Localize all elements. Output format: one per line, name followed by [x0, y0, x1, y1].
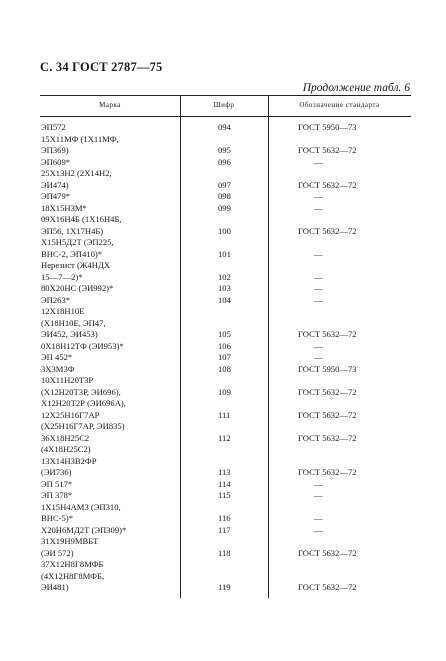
table-row [40, 295, 411, 307]
row-code-cell: 119 [218, 582, 231, 592]
row-mark-cell: ЭП56, 1Х17Н4Б) [41, 225, 104, 236]
row-mark-cell: (Х12Н20Т3Р, ЭИ696), [41, 386, 121, 397]
row-code-cell: 114 [218, 478, 231, 489]
table-row [40, 329, 411, 341]
row-code-cell: 106 [218, 340, 231, 351]
row-code-cell: 101 [218, 248, 231, 259]
row-mark-cell: ЭП263* [41, 294, 71, 305]
table-body [40, 122, 411, 594]
row-mark-cell: (4Х18Н25С2) [41, 444, 91, 454]
row-standard-cell: ГОСТ 5632—72 [298, 225, 357, 236]
row-mark-cell: ЭП609* [41, 156, 71, 167]
row-mark-cell: 25Х13Н2 (2Х14Н2, [41, 168, 112, 178]
row-mark-cell: 15Х11МФ (1Х11МФ, [41, 133, 119, 144]
row-mark-cell: 3Х3М3Ф [41, 363, 75, 374]
table-row [40, 525, 411, 537]
table-row [40, 410, 411, 422]
row-mark-cell: 15—7—2)* [41, 271, 83, 282]
row-mark-cell: 09Х16Н4Б (1Х16Н4Б, [41, 214, 122, 224]
table-top-rule [40, 95, 411, 96]
column-header-standard: Обозначение стандарта [299, 101, 380, 109]
table-row [40, 375, 411, 387]
row-standard-cell: — [314, 271, 323, 282]
row-code-cell: 102 [218, 271, 231, 282]
row-code-cell: 118 [218, 547, 231, 558]
row-standard-cell: ГОСТ 5632—72 [298, 432, 357, 443]
row-mark-cell: ЭИ452, ЭИ453) [41, 329, 98, 339]
table-row [40, 421, 411, 433]
row-code-cell: 095 [218, 145, 231, 155]
table-row [40, 479, 411, 491]
table-row [40, 134, 411, 146]
row-standard-cell: — [314, 156, 323, 167]
table-row [40, 387, 411, 399]
table-row [40, 548, 411, 560]
row-mark-cell: ЭП 452* [41, 352, 73, 362]
table-header-rule [40, 116, 411, 117]
table-row [40, 490, 411, 502]
table-row [40, 122, 411, 134]
table-row [40, 283, 411, 295]
row-code-cell: 113 [218, 467, 231, 477]
row-mark-cell: 37Х12Н8Г8МФБ [41, 559, 104, 569]
row-mark-cell: (ЭИ736) [41, 467, 72, 477]
row-code-cell: 105 [218, 329, 231, 339]
table-row [40, 180, 411, 192]
row-mark-cell: ЭП 517* [41, 478, 73, 489]
row-code-cell: 104 [218, 294, 231, 305]
row-standard-cell: ГОСТ 5632—72 [298, 547, 357, 558]
row-mark-cell: ЭП 378* [41, 490, 73, 500]
row-standard-cell: ГОСТ 5632—72 [298, 329, 357, 339]
row-mark-cell: ЭП479* [41, 191, 71, 201]
row-code-cell: 098 [218, 191, 231, 201]
row-mark-cell: 10Х11Н20Т3Р [41, 375, 94, 385]
row-standard-cell: ГОСТ 5632—72 [298, 582, 357, 592]
row-code-cell: 111 [218, 409, 231, 420]
table-row [40, 249, 411, 261]
table-row [40, 191, 411, 203]
table-row [40, 341, 411, 353]
row-mark-cell: Х12Н20Т2Р (ЭИ696А), [41, 398, 126, 408]
row-mark-cell: ЭП572 [41, 122, 66, 132]
row-code-cell: 107 [218, 352, 231, 362]
table-row [40, 318, 411, 330]
table-row [40, 536, 411, 548]
table-row [40, 364, 411, 376]
row-code-cell: 100 [218, 225, 231, 236]
row-mark-cell: (Х25Н16Г7АР, ЭИ835) [41, 421, 125, 431]
table-row [40, 559, 411, 571]
table-row [40, 272, 411, 284]
row-mark-cell: 12Х25Н16Г7АР [41, 409, 100, 420]
row-standard-cell: ГОСТ 5950—73 [298, 122, 357, 132]
table-row [40, 260, 411, 272]
row-standard-cell: — [314, 283, 323, 293]
column-header-code: Шифр [213, 101, 235, 109]
row-mark-cell: 13Х14Н3В2ФР [41, 455, 97, 466]
table-row [40, 145, 411, 157]
row-mark-cell: 0Х18Н12ТФ (ЭИ953)* [41, 340, 124, 351]
row-standard-cell: — [314, 191, 323, 201]
row-standard-cell: — [314, 202, 323, 213]
page-header: С. 34 ГОСТ 2787—75 [40, 60, 163, 74]
row-mark-cell: (4Х12Н8Г8МФБ, [41, 570, 105, 581]
table-row [40, 582, 411, 594]
row-mark-cell: Х15Н5Д2Т (ЭП225, [41, 237, 114, 247]
row-mark-cell: 12Х18Н10Е [41, 306, 85, 316]
row-mark-cell: ВНС-5)* [41, 513, 73, 523]
row-standard-cell: — [314, 248, 323, 259]
row-mark-cell: 31Х19Н9МВБТ [41, 536, 99, 546]
row-mark-cell: ЭИ481) [41, 582, 69, 592]
row-mark-cell: 36Х18Н25С2 [41, 432, 90, 443]
row-standard-cell: ГОСТ 5632—72 [298, 386, 357, 397]
row-code-cell: 109 [218, 386, 231, 397]
table-row [40, 502, 411, 514]
row-standard-cell: — [314, 352, 323, 362]
row-standard-cell: — [314, 340, 323, 351]
row-mark-cell: ЭИ474) [41, 179, 69, 190]
row-mark-cell: Нерезист (Ж4НДХ [41, 260, 111, 270]
row-mark-cell: 18Х15Н3М* [41, 202, 87, 213]
row-standard-cell: — [314, 294, 323, 305]
row-mark-cell: (ЭИ 572) [41, 547, 74, 558]
row-standard-cell: — [314, 478, 323, 489]
row-code-cell: 112 [218, 432, 231, 443]
row-mark-cell: 80Х20НС (ЭИ992)* [41, 283, 114, 293]
row-mark-cell: Х20Н6МД2Т (ЭП309)* [41, 524, 127, 535]
row-mark-cell: (Х18Н10Е, ЭП47, [41, 317, 106, 328]
row-code-cell: 116 [218, 513, 231, 523]
row-code-cell: 097 [218, 179, 231, 190]
table-row [40, 237, 411, 249]
table-row [40, 571, 411, 583]
row-mark-cell: ЭП369) [41, 145, 69, 155]
table-row [40, 444, 411, 456]
table-row [40, 513, 411, 525]
table-row [40, 157, 411, 169]
row-code-cell: 094 [218, 122, 231, 132]
row-standard-cell: — [314, 490, 323, 500]
row-standard-cell: ГОСТ 5632—72 [298, 467, 357, 477]
row-code-cell: 096 [218, 156, 231, 167]
row-standard-cell: ГОСТ 5632—72 [298, 145, 357, 155]
table-row [40, 203, 411, 215]
column-header-mark: Марка [99, 101, 121, 109]
row-standard-cell: ГОСТ 5632—72 [298, 179, 357, 190]
row-code-cell: 115 [218, 490, 231, 500]
table-row [40, 168, 411, 180]
table-row [40, 306, 411, 318]
row-mark-cell: 1Х15Н4АМ3 (ЭП310, [41, 501, 121, 512]
table-row [40, 226, 411, 238]
row-mark-cell: ВНС-2, ЭП410)* [41, 248, 103, 259]
row-code-cell: 099 [218, 202, 231, 213]
table-row [40, 398, 411, 410]
row-standard-cell: ГОСТ 5632—72 [298, 409, 357, 420]
row-standard-cell: — [314, 513, 323, 523]
table-row [40, 456, 411, 468]
row-code-cell: 117 [218, 524, 231, 535]
row-standard-cell: — [314, 524, 323, 535]
table-row [40, 467, 411, 479]
table-row [40, 433, 411, 445]
table-row [40, 352, 411, 364]
row-standard-cell: ГОСТ 5950—73 [298, 363, 357, 374]
row-code-cell: 103 [218, 283, 231, 293]
table-continuation-label: Продолжение табл. 6 [302, 82, 410, 94]
table-row [40, 214, 411, 226]
row-code-cell: 108 [218, 363, 231, 374]
